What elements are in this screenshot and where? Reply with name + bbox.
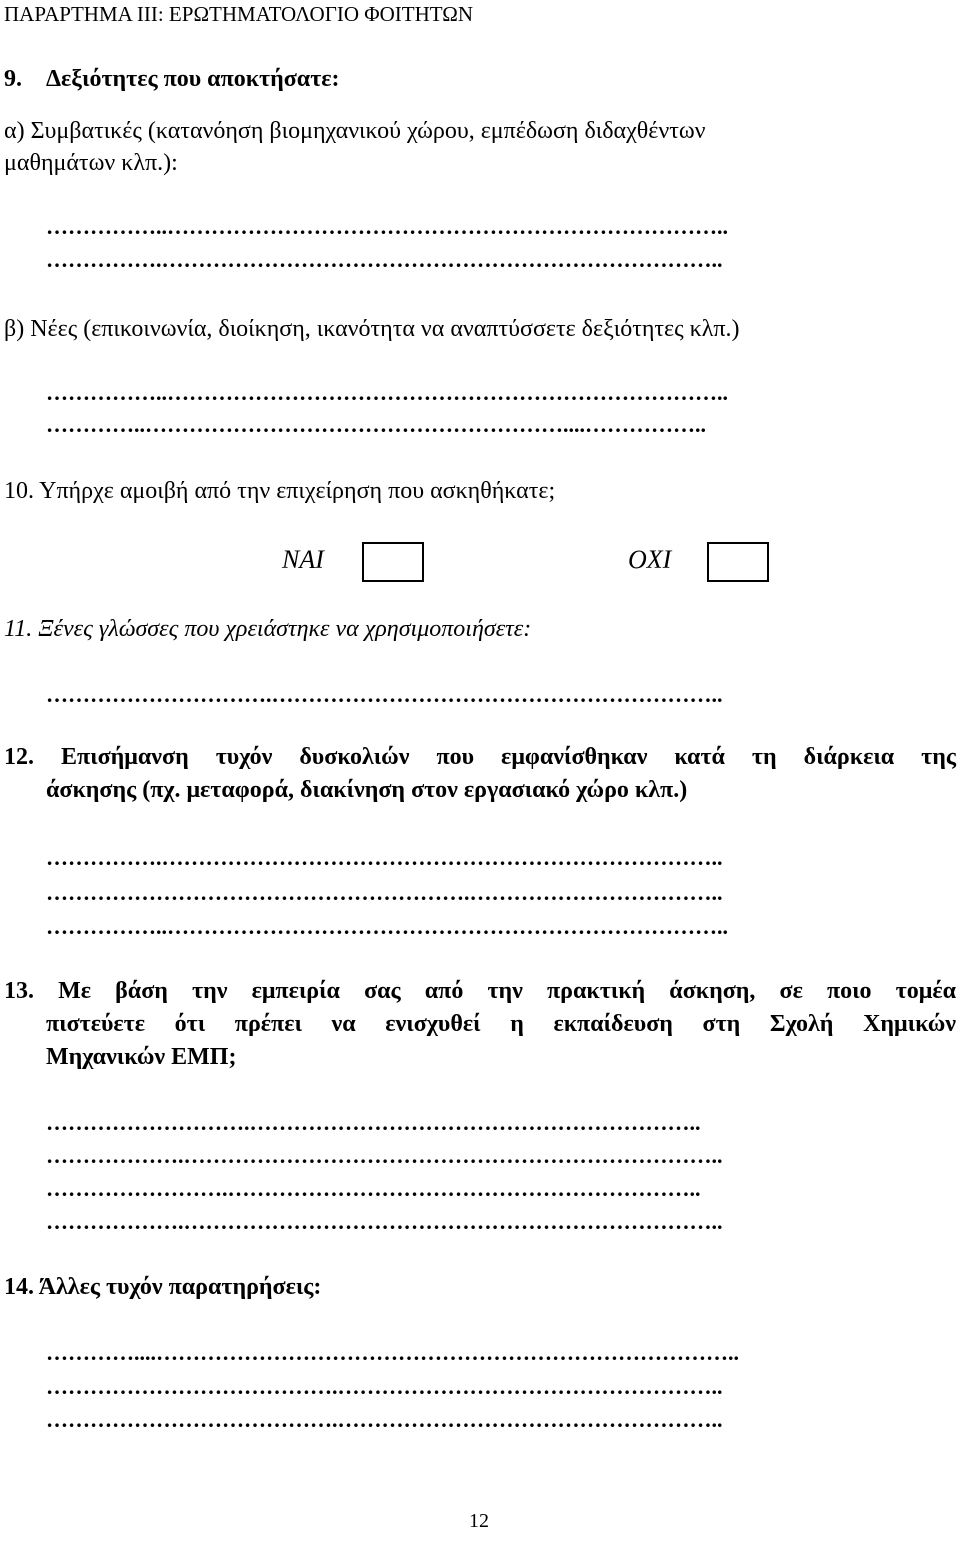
document-header: ΠΑΡΑΡΤΗΜΑ ΙΙΙ: ΕΡΩΤΗΜΑΤΟΛΟΓΙΟ ΦΟΙΤΗΤΩΝ <box>4 2 473 26</box>
question-13-line-3: Μηχανικών ΕΜΠ; <box>46 1044 237 1070</box>
question-13-line-2: πιστεύετε ότι πρέπει να ενισχυθεί η εκπαίδευση στη Σχολή Χημικών <box>46 1011 956 1037</box>
yes-label: ΝΑΙ <box>282 545 324 574</box>
question-13-line-1-wrap <box>4 978 956 1005</box>
no-checkbox[interactable] <box>707 542 769 582</box>
question-14-text: 14. Άλλες τυχόν παρατηρήσεις: <box>4 1274 322 1300</box>
answer-line[interactable]: ……………….……………………………………………………………….. <box>46 1209 723 1234</box>
answer-line[interactable]: ……………………….…………………………………………………….. <box>46 1110 701 1135</box>
question-9b-text: β) Νέες (επικοινωνία, διοίκηση, ικανότητα να αναπτύσσετε δεξιότητες κλπ.) <box>4 316 740 342</box>
answer-line[interactable]: …………….………………………………………………………………….. <box>46 845 723 870</box>
answer-line[interactable]: ……………….……………………………………………………………….. <box>46 1143 723 1168</box>
question-9-number: 9. <box>4 66 22 92</box>
question-9-title: Δεξιότητες που αποκτήσατε: <box>46 66 340 92</box>
answer-line[interactable]: ………………………………….…………………………………………….. <box>46 1374 723 1399</box>
question-12-line-1: 12. Επισήμανση τυχόν δυσκολιών που εμφανίσθηκαν κατά τη διάρκεια της <box>4 744 956 770</box>
answer-line[interactable]: …………..…………………………………………………....…………….. <box>46 412 706 437</box>
question-9a-text-cont: μαθημάτων κλπ.): <box>4 150 178 176</box>
yes-checkbox[interactable] <box>362 542 424 582</box>
question-12-line-2: άσκησης (πχ. μεταφορά, διακίνηση στον εργασιακό χώρο κλπ.) <box>46 777 688 803</box>
answer-line[interactable]: …………....…………………………………………………………………….. <box>46 1340 739 1365</box>
answer-line[interactable]: ………………………………………………….…………………………….. <box>46 880 723 905</box>
answer-line[interactable]: …………………….……………………………………………………….. <box>46 1176 701 1201</box>
question-10-text: 10. Υπήρχε αμοιβή από την επιχείρηση που ασκηθήκατε; <box>4 478 556 504</box>
question-13-line-1: 13. Με βάση την εμπειρία σας από την πρακτική άσκηση, σε ποιο τομέα <box>4 978 956 1004</box>
page-number: 12 <box>469 1510 489 1532</box>
question-11-text: 11. Ξένες γλώσσες που χρειάστηκε να χρησιμοποιήσετε: <box>4 616 532 642</box>
answer-line[interactable]: ……………..………………………………………………………………….. <box>46 380 728 405</box>
question-13-line-2-wrap <box>46 1011 956 1038</box>
answer-line[interactable]: ………………………………….…………………………………………….. <box>46 1407 723 1432</box>
answer-line[interactable]: ……………..………………………………………………………………….. <box>46 214 728 239</box>
no-label: ΟΧΙ <box>628 545 672 574</box>
answer-line[interactable]: …………….………………………………………………………………….. <box>46 247 723 272</box>
answer-line[interactable]: ……………..………………………………………………………………….. <box>46 914 728 939</box>
question-9a-text: α) Συμβατικές (κατανόηση βιομηχανικού χώρου, εμπέδωση διδαχθέντων <box>4 118 706 144</box>
answer-line[interactable]: ………………………….…………………………………………………….. <box>46 682 723 707</box>
question-12-text <box>4 744 956 771</box>
